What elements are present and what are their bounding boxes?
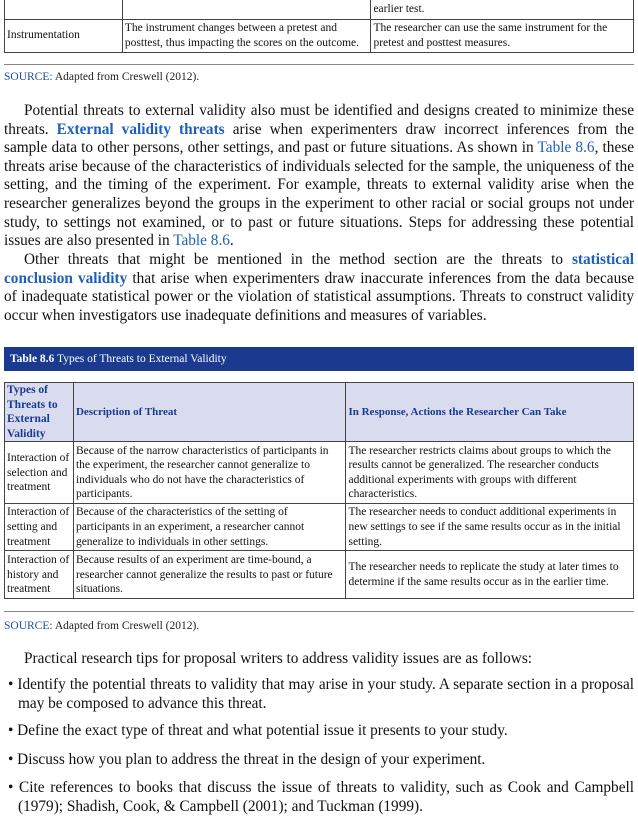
table-cell: Interaction of selection and treatment [5, 442, 74, 504]
table-row [5, 551, 634, 599]
paragraph-external-validity: Potential threats to external validity also must be identified and designs created to minimize these threats. External validity threats arise when experimenters draw incorrect inferences from the sample data to other persons, other settings, and past or future situations. As shown in Table 8.6, these threats arise because of the characteristics of individuals selected for the sample, the uniqueness of the setting, and the timing of the experiment. For example, threats to external validity arise when the researcher generalizes beyond the groups in the experiment to other racial or social groups not under study, to settings not examined, or to past or future situations. Steps for addressing these potential issues are also presented in Table 8.6. [4, 102, 634, 250]
table-cell: The researcher needs to replicate the study at later times to determine if the same results occur as in the earlier time. [346, 551, 634, 599]
table-cell: The researcher needs to conduct additional experiments in new settings to see if the same results occur as in the initial setting. [346, 504, 634, 551]
column-header: In Response, Actions the Researcher Can Take [346, 383, 634, 442]
source-label: SOURCE: [4, 71, 53, 83]
source-text: Adapted from Creswell (2012). [52, 620, 200, 632]
table-row [5, 19, 634, 52]
table-cell: The instrument changes between a pretest and posttest, thus impacting the scores on the outcome. [122, 19, 371, 52]
list-item: • Discuss how you plan to address the threat in the design of your experiment. [8, 750, 486, 768]
divider [4, 64, 634, 65]
table-cell: Interaction of history and treatment [5, 551, 74, 599]
list-item: • Cite references to books that discuss the issue of threats to validity, such as Cook and Campbell (1979); Shadish, Cook, & Campbell (2001); and Tuckman (1999). [8, 779, 634, 815]
key-term: External validity threats [56, 120, 225, 138]
table-cell: Because of the characteristics of the setting of participants in an experiment, a researcher cannot generalize to individuals in other settings. [73, 504, 346, 551]
paragraph-other-threats: Other threats that might be mentioned in the method section are the threats to statistical conclusion validity that arise when experimenters draw inaccurate inferences from the data because of inadequate statistical power or the violation of statistical assumptions. Threats to construct validity occur when investigators use inadequate definitions and measures of variables. [4, 251, 634, 324]
list-item: • Define the exact type of threat and what potential issue it presents to your study. [8, 722, 508, 740]
source-text: Adapted from Creswell (2012). [52, 71, 200, 83]
divider [4, 611, 634, 612]
tips-list [4, 676, 634, 826]
column-header: Types of Threats to External Validity [5, 383, 74, 442]
source-note [4, 71, 199, 83]
source-note [4, 620, 199, 632]
table-cell: Instrumentation [5, 19, 123, 52]
table-cell: Interaction of setting and treatment [5, 504, 74, 551]
list-item: • Identify the potential threats to validity that may arise in your study. A separate section in a proposal may be composed to advance this threat. [8, 676, 634, 712]
table-row [5, 504, 634, 551]
table-cell: earlier test. [371, 0, 634, 19]
table-cell: Because results of an experiment are time-bound, a researcher cannot generalize the results to past or future situations. [73, 551, 346, 599]
table-title-bar [4, 347, 634, 371]
source-label: SOURCE: [4, 620, 53, 632]
table-row [5, 0, 634, 19]
table-number: Table 8.6 [10, 353, 55, 365]
table-row [5, 442, 634, 504]
table-cell: Because of the narrow characteristics of participants in the experiment, the researcher cannot generalize to individuals who do not have the characteristics of participants. [73, 442, 346, 504]
table-cell: The researcher can use the same instrument for the pretest and posttest measures. [371, 19, 634, 52]
table-reference-link[interactable]: Table 8.6 [173, 232, 230, 250]
key-term: statistical conclusion validity [4, 251, 634, 287]
table-title: Types of Threats to External Validity [54, 353, 227, 365]
table-reference-link[interactable]: Table 8.6 [537, 139, 595, 157]
validity-table-continuation [4, 0, 634, 53]
paragraph-research-tips: Practical research tips for proposal writers to address validity issues are as follows: [24, 650, 533, 667]
table-cell: The researcher restricts claims about groups to which the results cannot be generalized. The researcher conducts additional experiments with groups with different characteristics. [346, 442, 634, 504]
table-header-row [5, 383, 634, 442]
column-header: Description of Threat [73, 383, 346, 442]
external-validity-threats-table [4, 382, 634, 599]
